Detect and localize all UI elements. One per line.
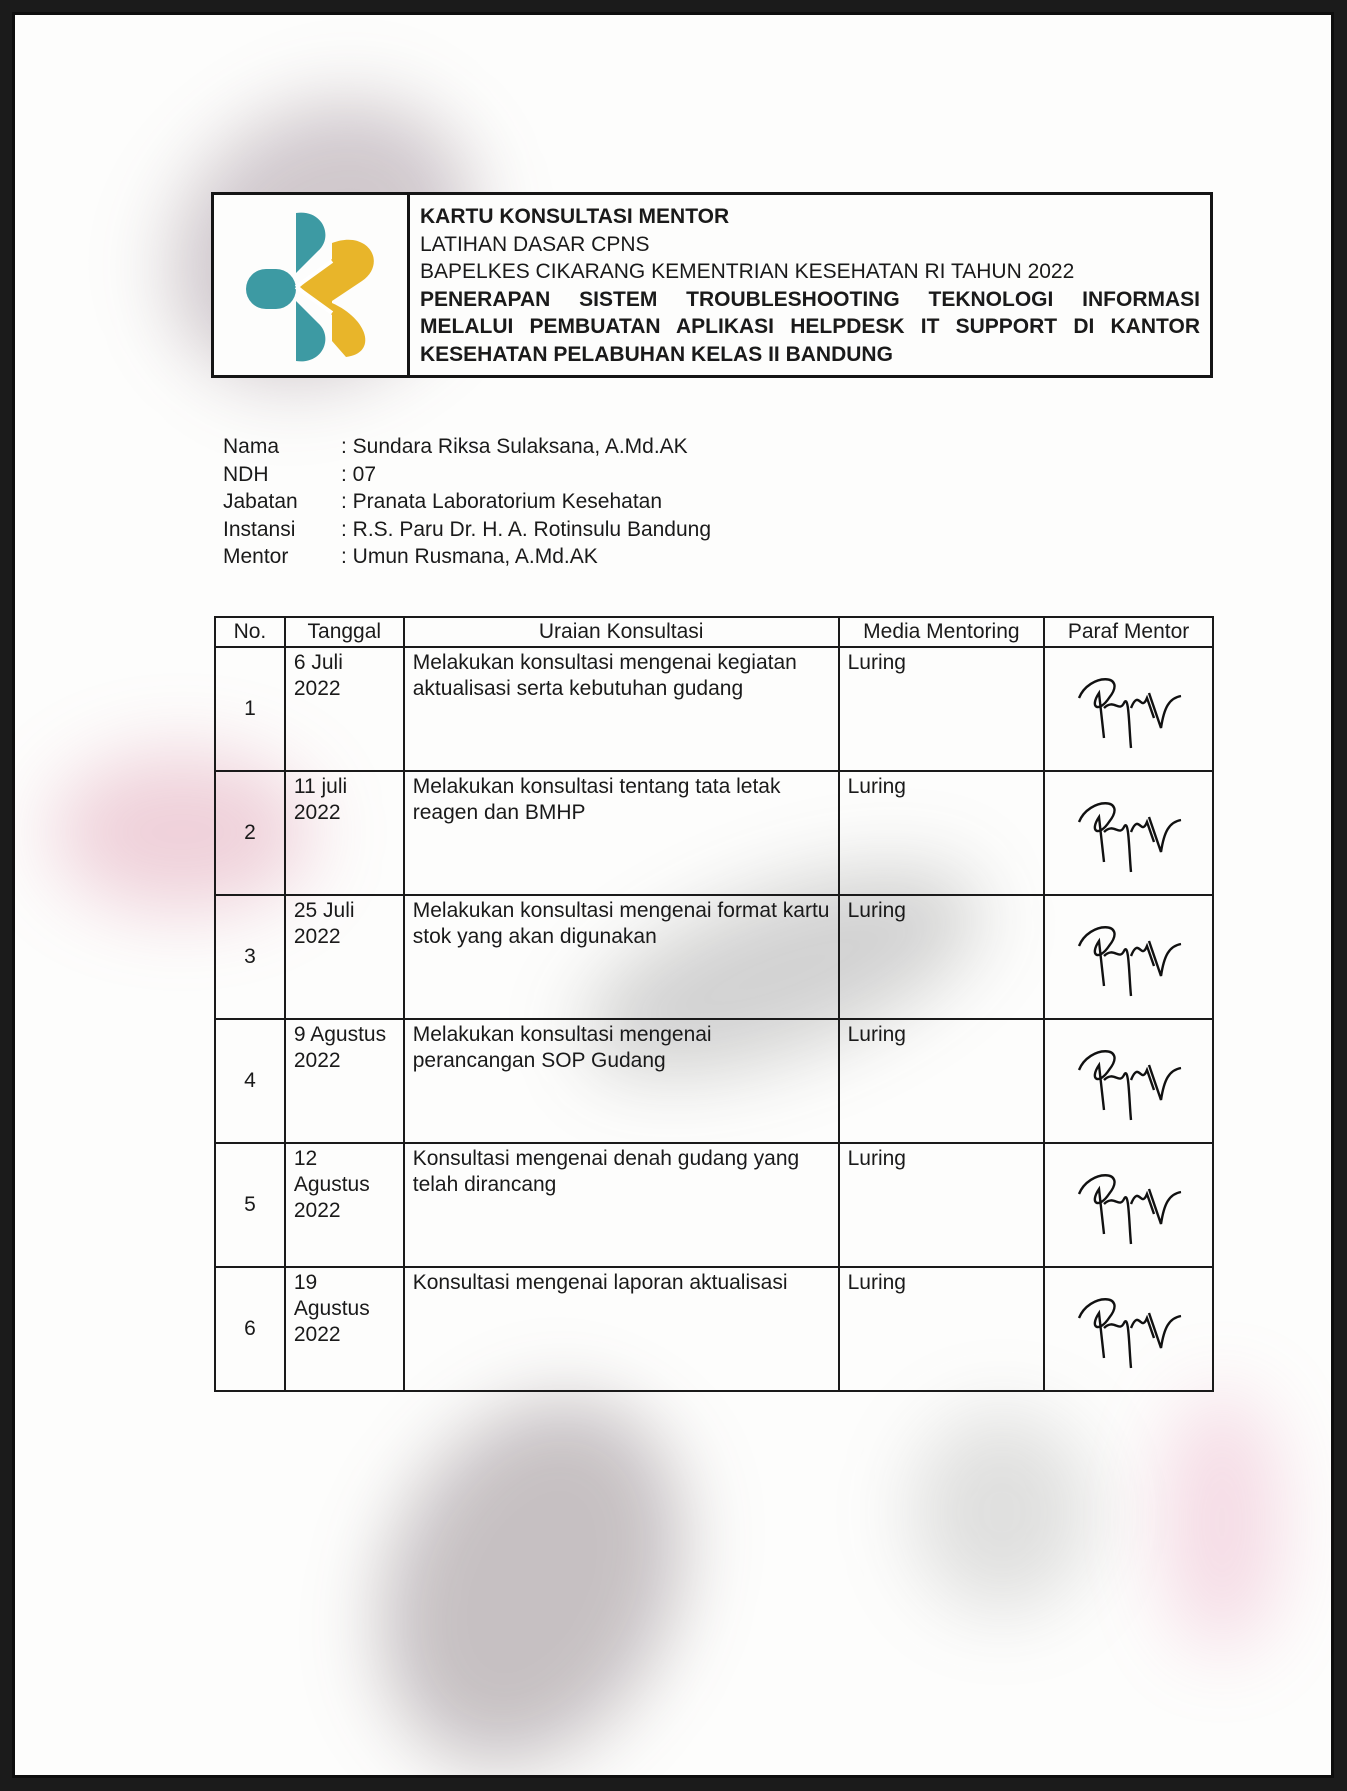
row-media: Luring	[839, 895, 1045, 1019]
identity-block	[223, 433, 711, 571]
row-no: 4	[215, 1019, 285, 1143]
logo-cell	[214, 195, 410, 375]
project-title-line1: PENERAPAN SISTEM TROUBLESHOOTING TEKNOLOGI INFORMASI	[420, 287, 1200, 311]
row-media: Luring	[839, 1143, 1045, 1267]
col-header-uraian: Uraian Konsultasi	[404, 617, 839, 647]
row-media: Luring	[839, 771, 1045, 895]
row-description: Melakukan konsultasi mengenai format kartu stok yang akan digunakan	[404, 895, 839, 1019]
row-signature-cell	[1044, 1143, 1213, 1267]
signature-icon	[1069, 668, 1189, 758]
row-description: Konsultasi mengenai denah gudang yang telah dirancang	[404, 1143, 839, 1267]
table-row	[215, 895, 1213, 1019]
ndh-value: : 07	[341, 462, 377, 486]
row-description: Melakukan konsultasi mengenai kegiatan aktualisasi serta kebutuhan gudang	[404, 647, 839, 771]
kemenkes-logo-icon	[228, 203, 388, 373]
row-no: 2	[215, 771, 285, 895]
project-title-line2: MELALUI PEMBUATAN APLIKASI HELPDESK IT SUPPORT DI KANTOR	[420, 315, 1200, 338]
project-title-line3: KESEHATAN PELABUHAN KELAS II BANDUNG	[420, 342, 893, 366]
mentor-value: : Umun Rusmana, A.Md.AK	[341, 545, 598, 568]
row-no: 6	[215, 1267, 285, 1391]
jabatan-value: : Pranata Laboratorium Kesehatan	[341, 490, 663, 513]
signature-icon	[1069, 916, 1189, 1006]
row-date: 25 Juli 2022	[285, 895, 404, 1019]
mentor-label: Mentor	[223, 545, 289, 568]
jabatan-row	[223, 488, 711, 516]
signature-icon	[1069, 1040, 1189, 1130]
mentor-row	[223, 543, 711, 571]
row-no: 5	[215, 1143, 285, 1267]
nama-label: Nama	[223, 435, 280, 458]
row-date: 11 juli 2022	[285, 771, 404, 895]
document-header	[211, 192, 1213, 378]
nama-row	[223, 433, 711, 461]
row-no: 1	[215, 647, 285, 771]
col-header-media: Media Mentoring	[839, 617, 1045, 647]
signature-icon	[1069, 792, 1189, 882]
table-row	[215, 1019, 1213, 1143]
col-header-tanggal: Tanggal	[285, 617, 404, 647]
col-header-paraf: Paraf Mentor	[1044, 617, 1213, 647]
row-no: 3	[215, 895, 285, 1019]
row-signature-cell	[1044, 771, 1213, 895]
table-row	[215, 1267, 1213, 1391]
institution-line: BAPELKES CIKARANG KEMENTRIAN KESEHATAN RI TAHUN 2022	[420, 260, 1075, 283]
row-media: Luring	[839, 647, 1045, 771]
row-signature-cell	[1044, 1267, 1213, 1391]
header-text	[410, 195, 1210, 375]
instansi-row	[223, 516, 711, 544]
consultation-table	[214, 616, 1214, 1392]
instansi-value: : R.S. Paru Dr. H. A. Rotinsulu Bandung	[341, 517, 712, 541]
training-name: LATIHAN DASAR CPNS	[420, 232, 650, 256]
instansi-label: Instansi	[223, 517, 296, 541]
row-signature-cell	[1044, 1019, 1213, 1143]
signature-icon	[1069, 1164, 1189, 1254]
table-row	[215, 771, 1213, 895]
row-description: Melakukan konsultasi mengenai perancangan SOP Gudang	[404, 1019, 839, 1143]
nama-value: : Sundara Riksa Sulaksana, A.Md.AK	[341, 435, 688, 458]
row-media: Luring	[839, 1267, 1045, 1391]
table-header-row	[215, 617, 1213, 647]
jabatan-label: Jabatan	[223, 490, 298, 513]
row-signature-cell	[1044, 895, 1213, 1019]
row-signature-cell	[1044, 647, 1213, 771]
row-media: Luring	[839, 1019, 1045, 1143]
card-title: KARTU KONSULTASI MENTOR	[420, 205, 730, 228]
row-description: Melakukan konsultasi tentang tata letak reagen dan BMHP	[404, 771, 839, 895]
row-date: 6 Juli 2022	[285, 647, 404, 771]
row-date: 12 Agustus 2022	[285, 1143, 404, 1267]
table-row	[215, 647, 1213, 771]
table-row	[215, 1143, 1213, 1267]
signature-icon	[1069, 1288, 1189, 1378]
row-date: 19 Agustus 2022	[285, 1267, 404, 1391]
ndh-row	[223, 461, 711, 489]
col-header-no: No.	[215, 617, 285, 647]
ndh-label: NDH	[223, 462, 269, 486]
row-date: 9 Agustus 2022	[285, 1019, 404, 1143]
row-description: Konsultasi mengenai laporan aktualisasi	[404, 1267, 839, 1391]
